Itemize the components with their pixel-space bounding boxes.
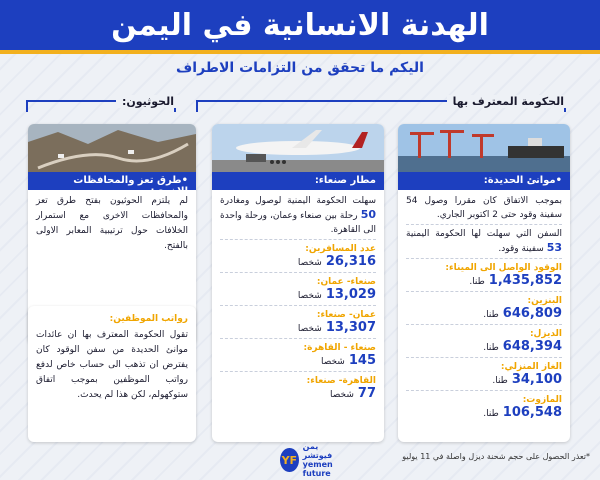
- stat-unit: شخصا: [320, 357, 345, 367]
- divider: [406, 224, 562, 225]
- stat-unit: شخصا: [297, 258, 322, 268]
- houthis-section-label: الحوثيون:: [90, 92, 180, 110]
- stat-value: 13,307: [325, 320, 376, 335]
- divider: [406, 390, 562, 391]
- port-stat-3: [406, 362, 562, 388]
- airport-stat-1: [220, 277, 376, 303]
- stat-unit: طنا.: [483, 310, 499, 320]
- divider: [406, 324, 562, 325]
- stat-value: 1,435,852: [488, 273, 562, 288]
- divider: [220, 305, 376, 306]
- stat-value: 77: [357, 386, 376, 401]
- footnote: *تعذر الحصول على حجم شحنة ديزل واصلة في 11 يوليو: [402, 452, 590, 461]
- airport-photo: [212, 124, 384, 172]
- airport-flights-text-a: سهلت الحكومة اليمنية لوصول ومغادرة: [220, 196, 376, 206]
- stat-unit: شخصا: [297, 324, 322, 334]
- logo-line1: يمن فيوتشر: [302, 442, 333, 460]
- divider: [406, 357, 562, 358]
- divider: [406, 291, 562, 292]
- divider: [220, 338, 376, 339]
- stat-label: القاهرة- صنعاء:: [306, 376, 376, 386]
- sanaa-airport-card: [212, 124, 384, 442]
- logo-mark-icon: YF: [280, 448, 299, 472]
- divider: [220, 371, 376, 372]
- airport-flights-text-b: رحلة بين صنعاء وعمان، ورحلة واحدة الى القاهرة.: [220, 211, 376, 235]
- airport-stat-0: [220, 244, 376, 270]
- divider: [220, 239, 376, 240]
- airport-flights-text: [220, 194, 376, 237]
- stat-label: البنزين:: [527, 296, 562, 306]
- stat-unit: شخصا: [297, 291, 322, 301]
- salaries-box: [28, 306, 196, 442]
- airport-stat-4: [220, 376, 376, 402]
- stat-label: الوقود الواصل الى الميناء:: [445, 263, 562, 273]
- divider: [406, 258, 562, 259]
- stat-value: 34,100: [511, 372, 562, 387]
- stat-label: صنعاء - القاهرة:: [303, 343, 376, 353]
- salaries-label: رواتب الموظفين:: [109, 314, 188, 324]
- airport-caption: مطار صنعاء:: [212, 172, 384, 190]
- stat-label: المازوت:: [522, 395, 562, 405]
- airport-flights-count: 50: [360, 208, 376, 221]
- page-subtitle: اليكم ما تحقق من التزامات الاطراف: [176, 60, 424, 76]
- logo-text: [303, 442, 350, 478]
- header-banner: [0, 0, 600, 54]
- roads-caption: •طرق تعز والمحافظات الاخرى:: [28, 172, 196, 190]
- port-ships-text-a: السفن التي سهلت لها الحكومة اليمنية: [406, 229, 562, 239]
- port-stat-2: [406, 329, 562, 355]
- port-stat-4: [406, 395, 562, 421]
- stat-unit: شخصا: [330, 390, 354, 400]
- page-title: الهدنة الانسانية في اليمن: [111, 7, 489, 43]
- salaries-text: تقول الحكومة المعترف بها ان عائدات موانئ الحديدة من سفن الوقود كان يفترض ان تذهب الى حساب خاص لدفع رواتب الموظفين بموجب اتفاق ستوكهولم، لكن هذا لم يحدث.: [36, 330, 188, 400]
- hodeidah-ports-card: [398, 124, 570, 442]
- port-body: [406, 194, 562, 421]
- stat-label: الغاز المنزلي:: [500, 362, 562, 372]
- roads-text: لم يلتزم الحوثيون بفتح طرق تعز والمحافظات الاخرى مع استمرار الخلافات حول ترتيبية المعابر الاولى بالفتح.: [36, 196, 188, 251]
- stat-value: 646,809: [502, 306, 562, 321]
- stat-value: 648,394: [502, 339, 562, 354]
- airport-body: [220, 194, 376, 402]
- port-ships-count: 53: [546, 241, 562, 254]
- yemen-future-logo: [280, 442, 350, 478]
- stat-label: صنعاء- عمان:: [316, 277, 376, 287]
- stat-value: 145: [348, 353, 376, 368]
- roads-photo: [28, 124, 196, 172]
- stat-value: 13,029: [325, 287, 376, 302]
- airport-stat-3: [220, 343, 376, 369]
- stat-unit: طنا.: [469, 277, 485, 287]
- logo-line2: yemen future: [302, 460, 333, 478]
- government-section-label: الحكومة المعترف بها: [440, 92, 570, 110]
- port-ships-text-b: سفينة وقود.: [498, 244, 544, 254]
- stat-value: 106,548: [502, 405, 562, 420]
- port-ships-text: [406, 227, 562, 256]
- stat-label: عدد المسافرين:: [305, 244, 376, 254]
- stat-label: الديزل:: [529, 329, 562, 339]
- roads-body: [36, 194, 188, 254]
- stat-label: عمان- صنعاء:: [316, 310, 376, 320]
- port-photo: [398, 124, 570, 172]
- port-agreement-text: بموجب الاتفاق كان مقررا وصول 54 سفينة وقود حتى 2 اكتوبر الجاري.: [406, 196, 562, 220]
- port-caption: •موانئ الحديدة:: [398, 172, 570, 190]
- port-stat-1: [406, 296, 562, 322]
- airport-stat-2: [220, 310, 376, 336]
- port-stat-0: [406, 263, 562, 289]
- stat-unit: طنا.: [483, 409, 499, 419]
- stat-unit: طنا.: [492, 376, 508, 386]
- stat-unit: طنا.: [483, 343, 499, 353]
- divider: [220, 272, 376, 273]
- stat-value: 26,316: [325, 254, 376, 269]
